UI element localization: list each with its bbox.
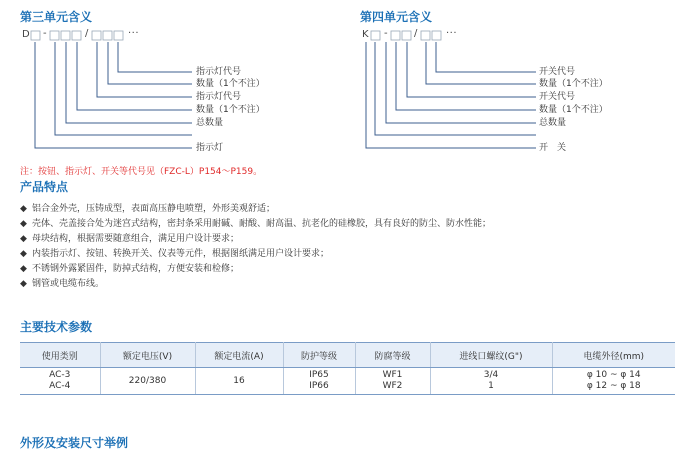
fourth-code-box (402, 31, 411, 40)
header-thread: 进线口螺纹(G") (430, 343, 552, 368)
bullet-icon: ◆ (20, 219, 27, 229)
fourth-label-6: 开 关 (539, 143, 567, 153)
third-unit-title: 第三单元含义 (20, 10, 93, 24)
feature-item: ◆ 壳体、壳盖接合处为迷宫式结构，密封条采用耐碱、耐酸、耐高温、抗老化的硅橡胶，具有良好的防尘、防水性能； (20, 217, 491, 232)
fourth-code-box (391, 31, 400, 40)
feature-item: ◆ 钢管或电缆布线。 (20, 277, 491, 292)
fourth-code-box (432, 31, 441, 40)
fourth-label-1: 开关代号 (539, 67, 576, 77)
cell-cable: φ 10 ~ φ 14 φ 12 ~ φ 18 (552, 368, 675, 395)
third-code-sep2: / (85, 28, 89, 39)
bullet-icon: ◆ (20, 249, 27, 259)
fourth-label-4: 数量（1个不注） (539, 105, 608, 115)
fourth-label-3: 开关代号 (539, 92, 576, 102)
table-row (20, 368, 675, 395)
header-protection: 防护等级 (283, 343, 355, 368)
header-current: 额定电流(A) (195, 343, 283, 368)
specs-table (20, 342, 675, 395)
third-label-4: 数量（1个不注） (196, 105, 265, 115)
specs-header-row (20, 343, 675, 368)
feature-item: ◆ 母块结构，根据需要随意组合，满足用户设计要求； (20, 232, 491, 247)
third-label-5: 总数量 (196, 118, 224, 128)
cell-thread: 3/4 1 (430, 368, 552, 395)
fourth-label-5: 总数量 (539, 118, 567, 128)
third-code-letter: D (22, 29, 31, 40)
fourth-code-sep1: - (384, 28, 389, 39)
cell-category: AC-3 AC-4 (20, 368, 100, 395)
third-code-sep1: - (43, 28, 48, 39)
cell-current: 16 (195, 368, 283, 395)
third-label-6: 指示灯 (196, 143, 224, 153)
third-label-1: 指示灯代号 (196, 67, 242, 77)
fourth-label-2: 数量（1个不注） (539, 79, 608, 89)
feature-item: ◆ 内装指示灯、按钮、转换开关、仪表等元件，根据图纸满足用户设计要求； (20, 247, 491, 262)
features-title: 产品特点 (20, 180, 69, 194)
header-category: 使用类别 (20, 343, 100, 368)
bullet-icon: ◆ (20, 204, 27, 214)
third-label-3: 指示灯代号 (196, 92, 242, 102)
fourth-code-dots: ··· (446, 28, 458, 39)
header-cable: 电缆外径(mm) (552, 343, 675, 368)
fourth-unit-title: 第四单元含义 (360, 10, 433, 24)
header-anticorrosion: 防腐等级 (355, 343, 430, 368)
feature-item: ◆ 不锈钢外露紧固件，防掉式结构，方便安装和检修； (20, 262, 491, 277)
features-list (20, 202, 491, 292)
code-reference-note: 注：按钮、指示灯、开关等代号见（FZC-L）P154～P159。 (20, 167, 263, 177)
dimensions-title: 外形及安装尺寸举例 (20, 436, 129, 450)
cell-anticorrosion: WF1 WF2 (355, 368, 430, 395)
bullet-icon: ◆ (20, 279, 27, 289)
cell-voltage: 220/380 (100, 368, 195, 395)
fourth-code-letter: K (362, 29, 370, 40)
third-code-dots: ··· (128, 28, 140, 39)
header-voltage: 额定电压(V) (100, 343, 195, 368)
specs-title: 主要技术参数 (20, 320, 93, 334)
cell-protection: IP65 IP66 (283, 368, 355, 395)
fourth-code-box (371, 31, 380, 40)
fourth-code-box (421, 31, 430, 40)
fourth-code-sep2: / (414, 28, 418, 39)
bullet-icon: ◆ (20, 234, 27, 244)
feature-item: ◆ 铝合金外壳，压铸成型，表面高压静电喷塑，外形美观舒适； (20, 202, 491, 217)
bullet-icon: ◆ (20, 264, 27, 274)
third-label-2: 数量（1个不注） (196, 79, 265, 89)
